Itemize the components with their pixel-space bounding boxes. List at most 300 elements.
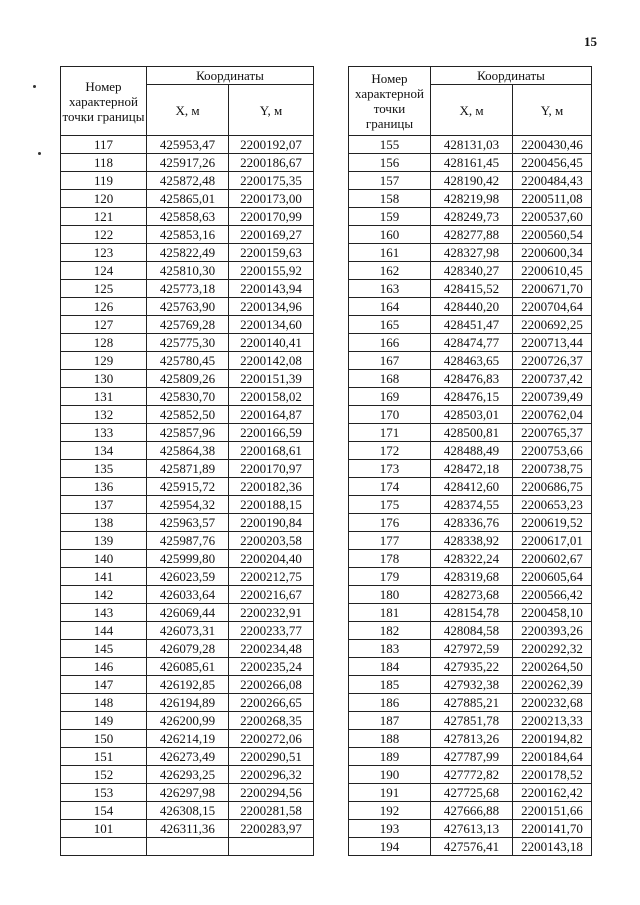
table-row <box>61 640 314 658</box>
cell-point-number: 143 <box>61 604 147 622</box>
cell-x: 425865,01 <box>147 190 229 208</box>
cell-point-number: 163 <box>349 280 431 298</box>
table-row <box>349 496 592 514</box>
cell-x: 427972,59 <box>431 640 513 658</box>
cell-y: 2200753,66 <box>513 442 592 460</box>
margin-mark <box>33 85 36 88</box>
cell-x: 428440,20 <box>431 298 513 316</box>
cell-y: 2200233,77 <box>229 622 314 640</box>
table-body <box>349 136 592 856</box>
coordinates-table-right <box>348 66 592 856</box>
cell-point-number: 177 <box>349 532 431 550</box>
cell-point-number: 152 <box>61 766 147 784</box>
cell-x: 426192,85 <box>147 676 229 694</box>
cell-x: 428463,65 <box>431 352 513 370</box>
table-row <box>61 496 314 514</box>
cell-x: 425954,32 <box>147 496 229 514</box>
table-row <box>349 478 592 496</box>
table-row <box>61 226 314 244</box>
table-row <box>61 766 314 784</box>
table-row <box>349 622 592 640</box>
cell-point-number: 193 <box>349 820 431 838</box>
cell-point-number: 180 <box>349 586 431 604</box>
cell-y: 2200605,64 <box>513 568 592 586</box>
cell-y: 2200232,91 <box>229 604 314 622</box>
cell-y: 2200155,92 <box>229 262 314 280</box>
cell-x: 428336,76 <box>431 514 513 532</box>
cell-y: 2200262,39 <box>513 676 592 694</box>
cell-y: 2200619,52 <box>513 514 592 532</box>
cell-y: 2200213,33 <box>513 712 592 730</box>
cell-point-number: 129 <box>61 352 147 370</box>
cell-x: 425864,38 <box>147 442 229 460</box>
table-row <box>349 334 592 352</box>
cell-y: 2200212,75 <box>229 568 314 586</box>
table-row <box>61 784 314 802</box>
cell-x: 427613,13 <box>431 820 513 838</box>
cell-y: 2200458,10 <box>513 604 592 622</box>
table-row <box>349 280 592 298</box>
table-row <box>349 568 592 586</box>
cell-x: 427725,68 <box>431 784 513 802</box>
cell-x: 427851,78 <box>431 712 513 730</box>
cell-point-number: 194 <box>349 838 431 856</box>
cell-y: 2200173,00 <box>229 190 314 208</box>
table-row <box>61 190 314 208</box>
cell-y: 2200617,01 <box>513 532 592 550</box>
table-row <box>349 748 592 766</box>
cell-x: 428472,18 <box>431 460 513 478</box>
cell-x: 425917,26 <box>147 154 229 172</box>
table-row <box>349 712 592 730</box>
cell-point-number: 182 <box>349 622 431 640</box>
cell-y: 2200511,08 <box>513 190 592 208</box>
table-row <box>61 154 314 172</box>
cell-x: 426311,36 <box>147 820 229 838</box>
cell-x: 428327,98 <box>431 244 513 262</box>
cell-point-number: 144 <box>61 622 147 640</box>
cell-x: 427885,21 <box>431 694 513 712</box>
table-row <box>61 280 314 298</box>
table-row <box>61 658 314 676</box>
cell-y: 2200671,70 <box>513 280 592 298</box>
cell-y: 2200175,35 <box>229 172 314 190</box>
cell-y: 2200268,35 <box>229 712 314 730</box>
cell-x: 428503,01 <box>431 406 513 424</box>
cell-point-number: 155 <box>349 136 431 154</box>
cell-x: 425763,90 <box>147 298 229 316</box>
cell-x: 426194,89 <box>147 694 229 712</box>
table-row <box>61 298 314 316</box>
cell-x: 428277,88 <box>431 226 513 244</box>
cell-x: 427932,38 <box>431 676 513 694</box>
cell-y: 2200203,58 <box>229 532 314 550</box>
cell-x: 425872,48 <box>147 172 229 190</box>
cell-x: 426033,64 <box>147 586 229 604</box>
cell-y: 2200188,15 <box>229 496 314 514</box>
margin-mark <box>38 152 41 155</box>
cell-point-number: 130 <box>61 370 147 388</box>
cell-y: 2200169,27 <box>229 226 314 244</box>
cell-y: 2200294,56 <box>229 784 314 802</box>
cell-point-number: 169 <box>349 388 431 406</box>
cell-y: 2200456,45 <box>513 154 592 172</box>
table-row <box>349 460 592 478</box>
table-row <box>349 190 592 208</box>
table-row <box>349 298 592 316</box>
cell-x: 428154,78 <box>431 604 513 622</box>
header-coordinates: Координаты <box>147 67 314 85</box>
cell-point-number: 131 <box>61 388 147 406</box>
cell-x: 428319,68 <box>431 568 513 586</box>
cell-point-number: 137 <box>61 496 147 514</box>
cell-y: 2200186,67 <box>229 154 314 172</box>
table-row <box>349 424 592 442</box>
cell-y: 2200484,43 <box>513 172 592 190</box>
table-row <box>349 586 592 604</box>
cell-y: 2200170,97 <box>229 460 314 478</box>
cell-point-number: 186 <box>349 694 431 712</box>
cell-y: 2200140,41 <box>229 334 314 352</box>
table-row <box>349 154 592 172</box>
table-row <box>61 172 314 190</box>
cell-x: 425780,45 <box>147 352 229 370</box>
cell-x: 425987,76 <box>147 532 229 550</box>
cell-x: 428374,55 <box>431 496 513 514</box>
cell-x: 428474,77 <box>431 334 513 352</box>
cell-x: 428161,45 <box>431 154 513 172</box>
cell-y: 2200560,54 <box>513 226 592 244</box>
table-row <box>61 208 314 226</box>
cell-point-number: 118 <box>61 154 147 172</box>
table-row <box>61 424 314 442</box>
table-row <box>61 820 314 838</box>
cell-point-number: 142 <box>61 586 147 604</box>
table-row <box>349 640 592 658</box>
cell-point-number: 164 <box>349 298 431 316</box>
cell-y: 2200235,24 <box>229 658 314 676</box>
table-row <box>61 406 314 424</box>
table-row <box>349 262 592 280</box>
cell-point-number: 150 <box>61 730 147 748</box>
cell-point-number: 140 <box>61 550 147 568</box>
cell-x: 425775,30 <box>147 334 229 352</box>
cell-point-number: 148 <box>61 694 147 712</box>
cell-x: 427787,99 <box>431 748 513 766</box>
table-row <box>61 334 314 352</box>
cell-y <box>229 838 314 856</box>
cell-y: 2200600,34 <box>513 244 592 262</box>
header-y: Y, м <box>513 85 592 136</box>
table-row <box>349 820 592 838</box>
table-row <box>349 550 592 568</box>
cell-y: 2200234,48 <box>229 640 314 658</box>
table-row <box>349 694 592 712</box>
table-row <box>61 262 314 280</box>
cell-point-number: 146 <box>61 658 147 676</box>
table-row <box>61 622 314 640</box>
table-row <box>61 694 314 712</box>
cell-point-number: 179 <box>349 568 431 586</box>
cell-y: 2200704,64 <box>513 298 592 316</box>
cell-y: 2200566,42 <box>513 586 592 604</box>
table-row <box>61 460 314 478</box>
table-row <box>349 136 592 154</box>
cell-y: 2200184,64 <box>513 748 592 766</box>
cell-y: 2200653,23 <box>513 496 592 514</box>
cell-point-number: 124 <box>61 262 147 280</box>
cell-point-number: 121 <box>61 208 147 226</box>
cell-x: 425852,50 <box>147 406 229 424</box>
cell-point-number: 160 <box>349 226 431 244</box>
cell-point-number: 185 <box>349 676 431 694</box>
cell-y: 2200192,07 <box>229 136 314 154</box>
cell-point-number: 136 <box>61 478 147 496</box>
cell-point-number: 147 <box>61 676 147 694</box>
cell-x: 427813,26 <box>431 730 513 748</box>
cell-x: 427666,88 <box>431 802 513 820</box>
cell-point-number: 191 <box>349 784 431 802</box>
table-header <box>349 67 592 136</box>
cell-y: 2200266,08 <box>229 676 314 694</box>
table-row <box>61 388 314 406</box>
header-coordinates: Координаты <box>431 67 592 85</box>
cell-x: 428190,42 <box>431 172 513 190</box>
cell-point-number: 166 <box>349 334 431 352</box>
cell-y: 2200738,75 <box>513 460 592 478</box>
cell-y: 2200266,65 <box>229 694 314 712</box>
cell-y: 2200272,06 <box>229 730 314 748</box>
cell-point-number: 149 <box>61 712 147 730</box>
header-x: X, м <box>147 85 229 136</box>
cell-y: 2200739,49 <box>513 388 592 406</box>
cell-x: 426273,49 <box>147 748 229 766</box>
cell-y: 2200151,66 <box>513 802 592 820</box>
cell-y: 2200164,87 <box>229 406 314 424</box>
table-row <box>349 316 592 334</box>
cell-y: 2200430,46 <box>513 136 592 154</box>
cell-x: 425773,18 <box>147 280 229 298</box>
table-row <box>61 478 314 496</box>
cell-point-number: 101 <box>61 820 147 838</box>
table-row <box>349 172 592 190</box>
cell-y: 2200292,32 <box>513 640 592 658</box>
cell-point-number: 128 <box>61 334 147 352</box>
table-header <box>61 67 314 136</box>
cell-point-number: 181 <box>349 604 431 622</box>
cell-y: 2200290,51 <box>229 748 314 766</box>
cell-point-number: 176 <box>349 514 431 532</box>
cell-y: 2200713,44 <box>513 334 592 352</box>
cell-point-number: 167 <box>349 352 431 370</box>
cell-x: 428219,98 <box>431 190 513 208</box>
cell-x: 425963,57 <box>147 514 229 532</box>
table-row <box>349 730 592 748</box>
table-row <box>349 370 592 388</box>
cell-point-number: 139 <box>61 532 147 550</box>
cell-point-number: 157 <box>349 172 431 190</box>
cell-y: 2200602,67 <box>513 550 592 568</box>
cell-point-number: 145 <box>61 640 147 658</box>
table-row <box>61 802 314 820</box>
cell-x: 425915,72 <box>147 478 229 496</box>
cell-point-number: 159 <box>349 208 431 226</box>
table-row <box>349 244 592 262</box>
cell-x: 428451,47 <box>431 316 513 334</box>
cell-point-number: 192 <box>349 802 431 820</box>
table-row <box>349 802 592 820</box>
cell-point-number: 189 <box>349 748 431 766</box>
cell-x: 428084,58 <box>431 622 513 640</box>
cell-point-number <box>61 838 147 856</box>
cell-x: 428322,24 <box>431 550 513 568</box>
cell-x: 428340,27 <box>431 262 513 280</box>
cell-point-number: 151 <box>61 748 147 766</box>
table-row <box>61 586 314 604</box>
table-row <box>61 730 314 748</box>
cell-x: 428488,49 <box>431 442 513 460</box>
cell-x: 425830,70 <box>147 388 229 406</box>
cell-point-number: 156 <box>349 154 431 172</box>
cell-y: 2200143,18 <box>513 838 592 856</box>
cell-y: 2200166,59 <box>229 424 314 442</box>
table-row <box>61 442 314 460</box>
table-row <box>349 676 592 694</box>
cell-point-number: 138 <box>61 514 147 532</box>
cell-point-number: 187 <box>349 712 431 730</box>
cell-point-number: 170 <box>349 406 431 424</box>
table-row <box>349 604 592 622</box>
cell-y: 2200765,37 <box>513 424 592 442</box>
cell-y: 2200216,67 <box>229 586 314 604</box>
table-row <box>61 136 314 154</box>
table-row <box>61 568 314 586</box>
cell-x <box>147 838 229 856</box>
cell-point-number: 172 <box>349 442 431 460</box>
cell-x: 425953,47 <box>147 136 229 154</box>
table-row <box>349 784 592 802</box>
cell-x: 425809,26 <box>147 370 229 388</box>
cell-y: 2200134,60 <box>229 316 314 334</box>
cell-y: 2200686,75 <box>513 478 592 496</box>
cell-x: 425769,28 <box>147 316 229 334</box>
cell-x: 428500,81 <box>431 424 513 442</box>
cell-x: 425858,63 <box>147 208 229 226</box>
cell-y: 2200151,39 <box>229 370 314 388</box>
table-row <box>61 712 314 730</box>
header-x: X, м <box>431 85 513 136</box>
cell-x: 428476,83 <box>431 370 513 388</box>
cell-point-number: 168 <box>349 370 431 388</box>
cell-y: 2200762,04 <box>513 406 592 424</box>
cell-point-number: 175 <box>349 496 431 514</box>
cell-y: 2200162,42 <box>513 784 592 802</box>
cell-x: 428415,52 <box>431 280 513 298</box>
table-row <box>61 550 314 568</box>
cell-y: 2200168,61 <box>229 442 314 460</box>
cell-x: 426308,15 <box>147 802 229 820</box>
table-row <box>61 244 314 262</box>
cell-point-number: 123 <box>61 244 147 262</box>
table-row <box>349 388 592 406</box>
cell-point-number: 153 <box>61 784 147 802</box>
cell-y: 2200158,02 <box>229 388 314 406</box>
table-row <box>349 766 592 784</box>
cell-y: 2200281,58 <box>229 802 314 820</box>
cell-y: 2200264,50 <box>513 658 592 676</box>
cell-x: 425999,80 <box>147 550 229 568</box>
cell-point-number: 126 <box>61 298 147 316</box>
cell-y: 2200143,94 <box>229 280 314 298</box>
cell-y: 2200692,25 <box>513 316 592 334</box>
cell-point-number: 161 <box>349 244 431 262</box>
cell-x: 428476,15 <box>431 388 513 406</box>
table-row <box>349 658 592 676</box>
cell-point-number: 165 <box>349 316 431 334</box>
table-row <box>349 442 592 460</box>
cell-y: 2200737,42 <box>513 370 592 388</box>
cell-x: 426069,44 <box>147 604 229 622</box>
header-point-number: Номер характерной точки границы <box>61 67 147 136</box>
table-row <box>61 604 314 622</box>
table-row <box>349 514 592 532</box>
table-row <box>61 352 314 370</box>
table-row <box>349 532 592 550</box>
cell-x: 427772,82 <box>431 766 513 784</box>
table-row <box>61 748 314 766</box>
cell-point-number: 117 <box>61 136 147 154</box>
cell-point-number: 125 <box>61 280 147 298</box>
cell-y: 2200182,36 <box>229 478 314 496</box>
cell-x: 425822,49 <box>147 244 229 262</box>
cell-x: 425810,30 <box>147 262 229 280</box>
cell-y: 2200141,70 <box>513 820 592 838</box>
table-body <box>61 136 314 856</box>
cell-x: 428131,03 <box>431 136 513 154</box>
cell-y: 2200159,63 <box>229 244 314 262</box>
table-row <box>349 406 592 424</box>
cell-y: 2200194,82 <box>513 730 592 748</box>
cell-x: 428412,60 <box>431 478 513 496</box>
page-number: 15 <box>584 34 597 49</box>
cell-y: 2200283,97 <box>229 820 314 838</box>
cell-point-number: 132 <box>61 406 147 424</box>
cell-point-number: 184 <box>349 658 431 676</box>
cell-x: 426073,31 <box>147 622 229 640</box>
cell-point-number: 119 <box>61 172 147 190</box>
cell-point-number: 122 <box>61 226 147 244</box>
cell-y: 2200610,45 <box>513 262 592 280</box>
cell-x: 428338,92 <box>431 532 513 550</box>
cell-y: 2200296,32 <box>229 766 314 784</box>
cell-y: 2200178,52 <box>513 766 592 784</box>
cell-x: 428249,73 <box>431 208 513 226</box>
cell-y: 2200190,84 <box>229 514 314 532</box>
cell-y: 2200142,08 <box>229 352 314 370</box>
cell-point-number: 134 <box>61 442 147 460</box>
cell-x: 425871,89 <box>147 460 229 478</box>
coordinates-table-left <box>60 66 314 856</box>
cell-x: 428273,68 <box>431 586 513 604</box>
table-row <box>349 838 592 856</box>
cell-point-number: 158 <box>349 190 431 208</box>
table-row <box>61 676 314 694</box>
table-row <box>61 838 314 856</box>
cell-point-number: 127 <box>61 316 147 334</box>
header-point-number: Номер характерной точки границы <box>349 67 431 136</box>
cell-x: 426085,61 <box>147 658 229 676</box>
cell-y: 2200393,26 <box>513 622 592 640</box>
